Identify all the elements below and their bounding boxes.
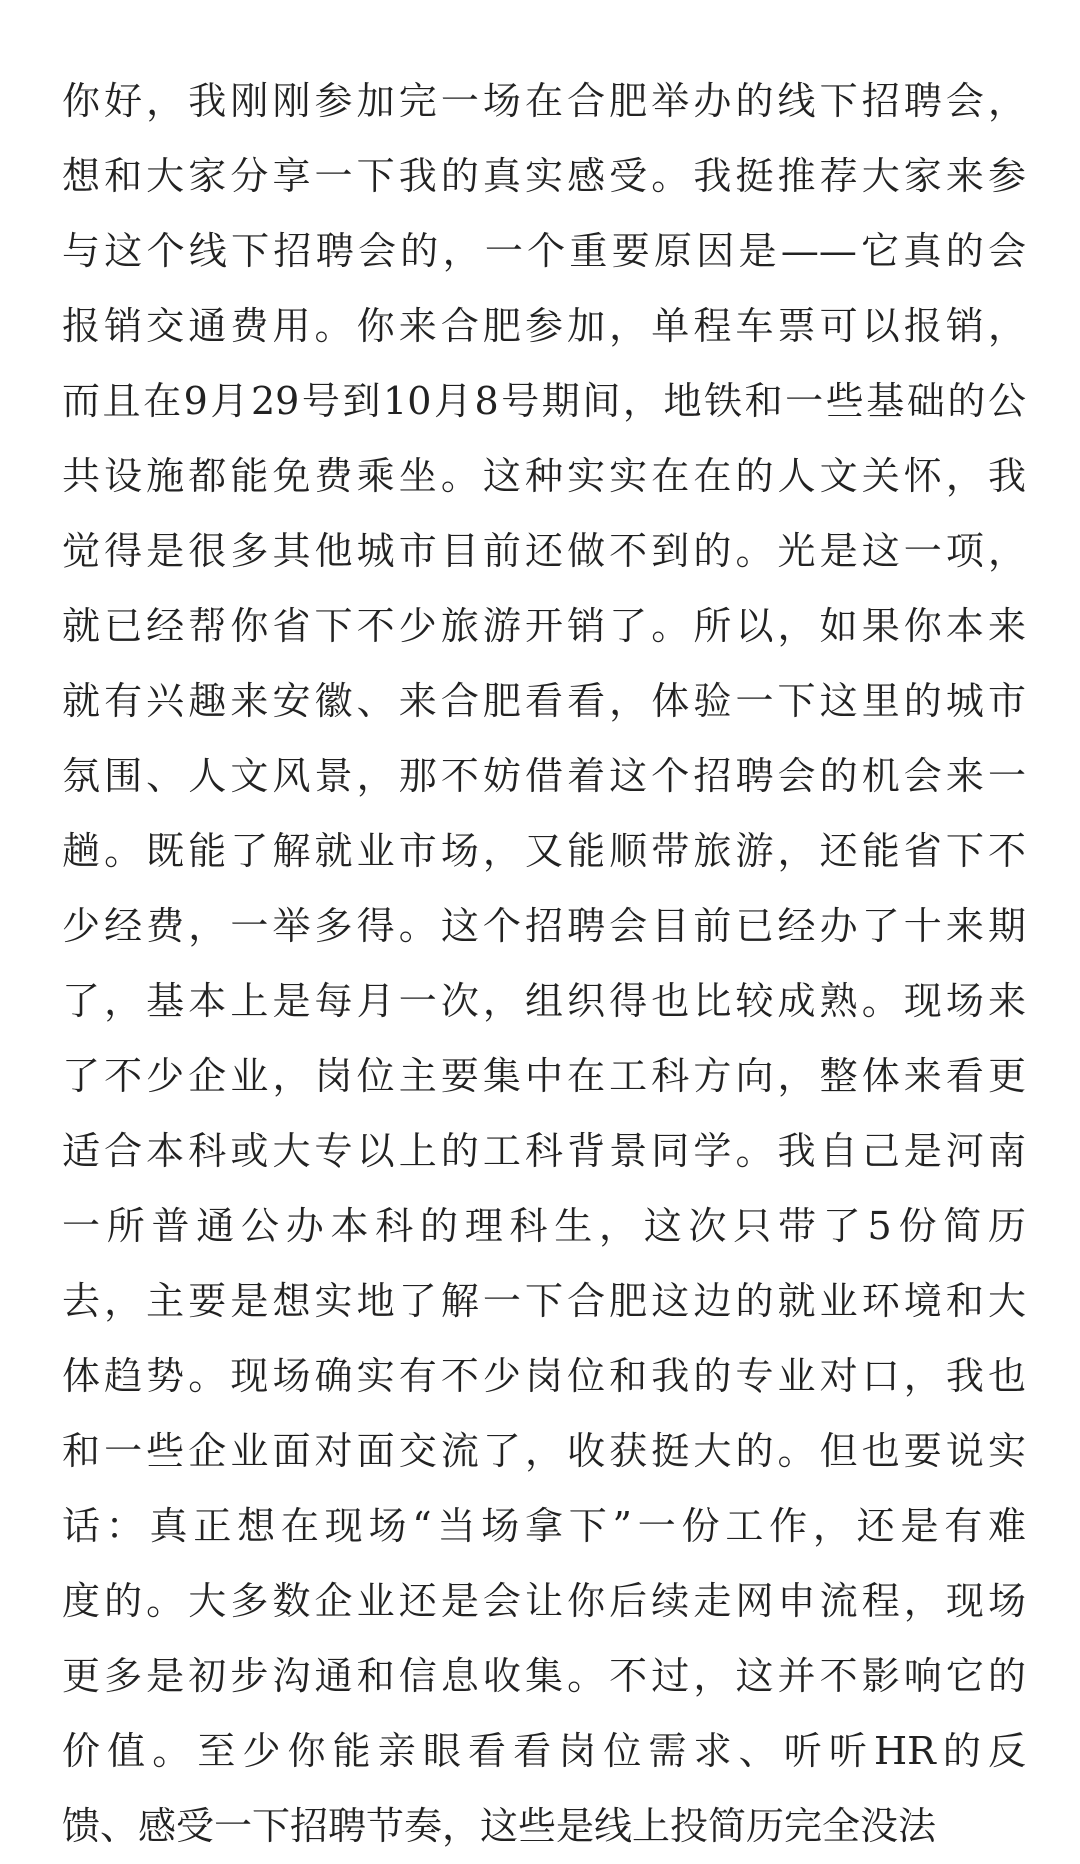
text-line-4: 报销交通费用。你来合肥参加，单程车票可以报销， — [62, 304, 1026, 348]
text-line-9: 就有兴趣来安徽、来合肥看看，体验一下这里的城市 — [62, 679, 1026, 723]
text-line-19: 和一些企业面对面交流了，收获挺大的。但也要说实 — [62, 1429, 1026, 1473]
text-line-15: 适合本科或大专以上的工科背景同学。我自己是河南 — [62, 1129, 1026, 1173]
text-line-20: 话：真正想在现场“当场拿下”一份工作，还是有难 — [62, 1504, 1026, 1548]
text-line-2: 想和大家分享一下我的真实感受。我挺推荐大家来参 — [62, 154, 1026, 198]
text-line-7: 觉得是很多其他城市目前还做不到的。光是这一项， — [62, 529, 1026, 573]
text-line-21: 度的。大多数企业还是会让你后续走网申流程，现场 — [62, 1579, 1026, 1623]
article-body — [62, 64, 1026, 1864]
text-line-10: 氛围、人文风景，那不妨借着这个招聘会的机会来一 — [62, 754, 1026, 798]
text-line-8: 就已经帮你省下不少旅游开销了。所以，如果你本来 — [62, 604, 1026, 648]
text-line-12: 少经费，一举多得。这个招聘会目前已经办了十来期 — [62, 904, 1026, 948]
text-line-3: 与这个线下招聘会的，一个重要原因是——它真的会 — [62, 229, 1026, 273]
text-line-23: 价值。至少你能亲眼看看岗位需求、听听HR的反 — [62, 1729, 1026, 1773]
text-line-18: 体趋势。现场确实有不少岗位和我的专业对口，我也 — [62, 1354, 1026, 1398]
text-line-1: 你好，我刚刚参加完一场在合肥举办的线下招聘会， — [62, 79, 1026, 123]
text-line-17: 去，主要是想实地了解一下合肥这边的就业环境和大 — [62, 1279, 1026, 1323]
text-line-24: 馈、感受一下招聘节奏，这些是线上投简历完全没法 — [62, 1804, 937, 1848]
text-line-14: 了不少企业，岗位主要集中在工科方向，整体来看更 — [62, 1054, 1026, 1098]
text-line-5: 而且在9月29号到10月8号期间，地铁和一些基础的公 — [62, 379, 1026, 423]
text-line-11: 趟。既能了解就业市场，又能顺带旅游，还能省下不 — [62, 829, 1026, 873]
text-line-22: 更多是初步沟通和信息收集。不过，这并不影响它的 — [62, 1654, 1026, 1698]
text-line-16: 一所普通公办本科的理科生，这次只带了5份简历 — [62, 1204, 1026, 1248]
text-line-6: 共设施都能免费乘坐。这种实实在在的人文关怀，我 — [62, 454, 1026, 498]
text-line-13: 了，基本上是每月一次，组织得也比较成熟。现场来 — [62, 979, 1026, 1023]
